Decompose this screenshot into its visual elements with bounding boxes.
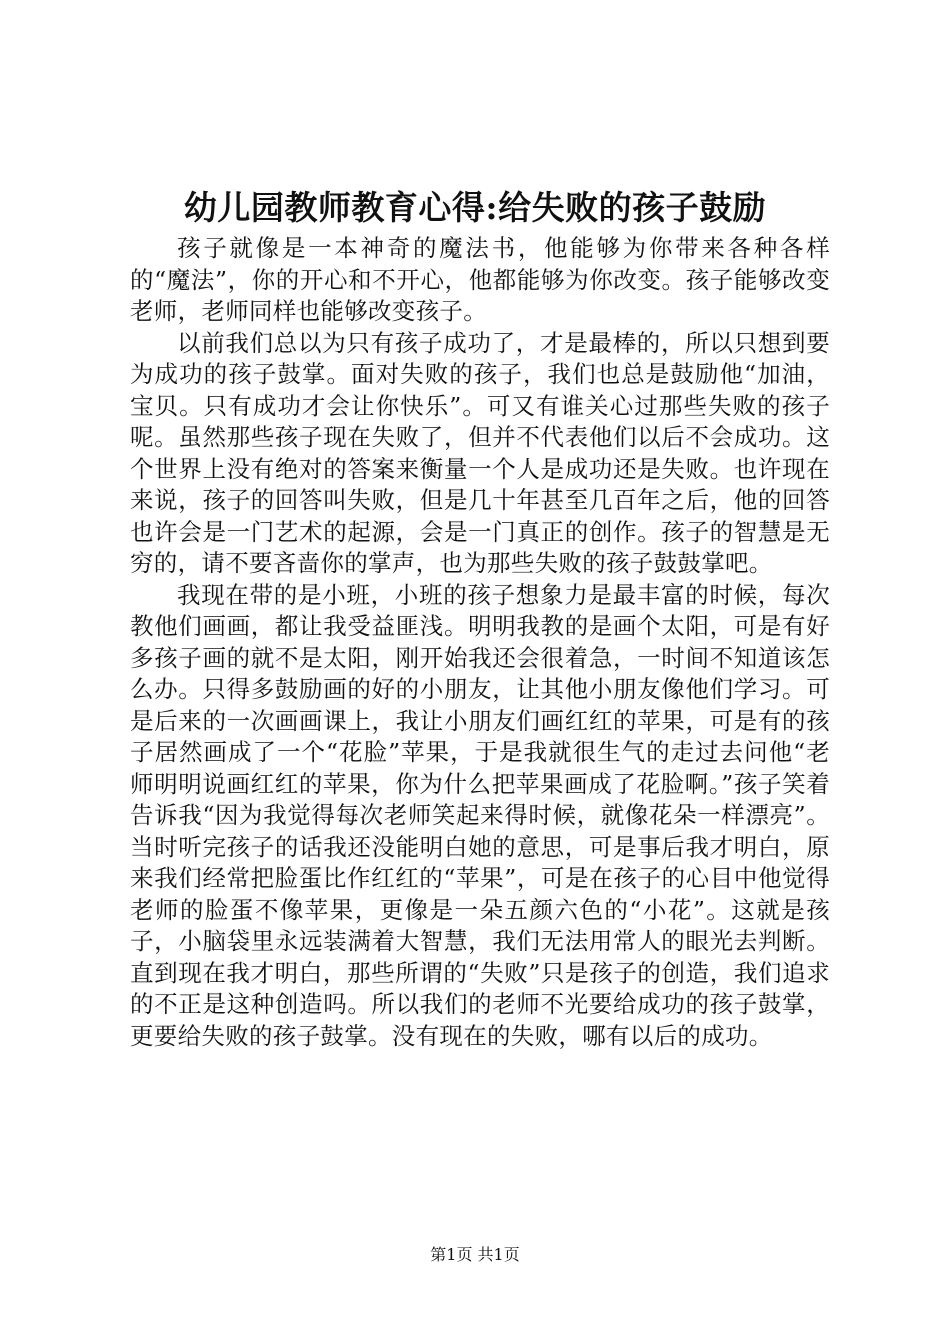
- paragraph-2: 以前我们总以为只有孩子成功了，才是最棒的，所以只想到要为成功的孩子鼓掌。面对失败的孩子，我们也总是鼓励他“加油，宝贝。只有成功才会让你快乐”。可又有谁关心过那些失败的孩子呢。虽然那些孩子现在失败了，但并不代表他们以后不会成功。这个世界上没有绝对的答案来衡量一个人是成功还是失败。也许现在来说，孩子的回答叫失败，但是几十年甚至几百年之后，他的回答也许会是一门艺术的起源，会是一门真正的创作。孩子的智慧是无穷的，请不要吝啬你的掌声，也为那些失败的孩子鼓鼓掌吧。: [130, 328, 830, 577]
- paragraph-3: 我现在带的是小班，小班的孩子想象力是最丰富的时候，每次教他们画画，都让我受益匪浅。明明我教的是画个太阳，可是有好多孩子画的就不是太阳，刚开始我还会很着急，一时间不知道该怎么办。只得多鼓励画的好的小朋友，让其他小朋友像他们学习。可是后来的一次画画课上，我让小朋友们画红红的苹果，可是有的孩子居然画成了一个“花脸”苹果，于是我就很生气的走过去问他“老师明明说画红红的苹果，你为什么把苹果画成了花脸啊。”孩子笑着告诉我“因为我觉得每次老师笑起来得时候，就像花朵一样漂亮”。当时听完孩子的话我还没能明白她的意思，可是事后我才明白，原来我们经常把脸蛋比作红红的“苹果”，可是在孩子的心目中他觉得老师的脸蛋不像苹果，更像是一朵五颜六色的“小花”。这就是孩子，小脑袋里永远装满着大智慧，我们无法用常人的眼光去判断。直到现在我才明白，那些所谓的“失败”只是孩子的创造，我们追求的不正是这种创造吗。所以我们的老师不光要给成功的孩子鼓掌，更要给失败的孩子鼓掌。没有现在的失败，哪有以后的成功。: [130, 580, 830, 1050]
- document-body: [130, 233, 830, 1052]
- page-number-footer: 第1页 共1页: [430, 1245, 520, 1264]
- document-title: 幼儿园教师教育心得:给失败的孩子鼓励: [183, 188, 767, 227]
- paragraph-1: 孩子就像是一本神奇的魔法书，他能够为你带来各种各样的“魔法”，你的开心和不开心，他都能够为你改变。孩子能够改变老师，老师同样也能够改变孩子。: [130, 234, 830, 325]
